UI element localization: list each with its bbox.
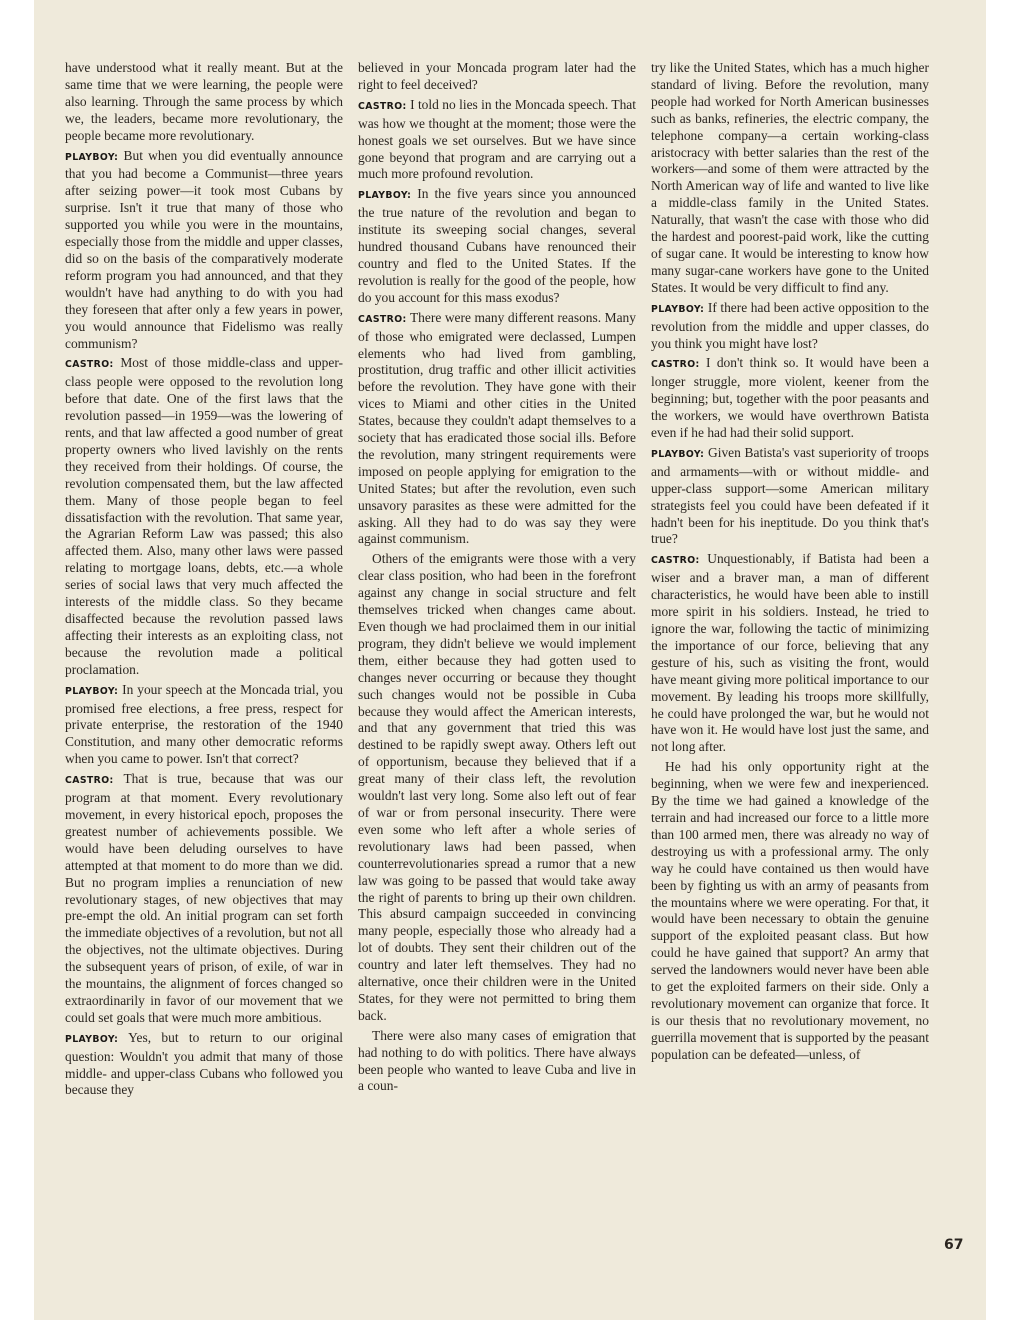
- interview-exchange: [358, 310, 636, 549]
- speaker-label: PLAYBOY:: [651, 448, 705, 460]
- speaker-label: CASTRO:: [65, 359, 114, 371]
- speaker-label: CASTRO:: [358, 100, 407, 112]
- paragraph: [358, 60, 636, 94]
- paragraph: [651, 60, 929, 297]
- paragraph-text: If there had been active opposition to the revolution from the middle and upper classes, do you think you might have lost?: [651, 299, 930, 351]
- paragraph-text: have understood what it really meant. But at the same time that we were learning, the people were also learning. Through the same process by which we, the leaders, became more revolutionary, the people became more revolutionary.: [65, 60, 343, 143]
- speaker-label: PLAYBOY:: [65, 151, 119, 163]
- text-column-1: [65, 60, 343, 1102]
- speaker-label: CASTRO:: [65, 775, 114, 787]
- paragraph-text: Given Batista's vast superiority of troops and armaments—with or without middle- and upper-class support—some American military strategists feel you could have been defeated if it hadn't been for his ineptitude. Do you think that's true?: [651, 444, 930, 547]
- interview-exchange: [65, 682, 343, 769]
- paragraph-text: Yes, but to return to our original question: Wouldn't you admit that many of those middle- and upper-class Cubans who followed you because they: [65, 1029, 343, 1098]
- magazine-page: [34, 0, 986, 1320]
- paragraph: [358, 1028, 636, 1096]
- paragraph-text: Others of the emigrants were those with a very clear class position, who had been in the forefront against any change in social structure and felt themselves tricked when changes came about. Even though we had proclaimed them in our initial program, they didn't believe we would implement them, either because they had gotten used to changes never occurring or because they thought such changes would not be possible in Cuba because they would affect the American interests, and that any government that tried this was destined to be rapidly swept away. Others left out of opportunism, because they believed that if a great many of their class left, the revolution wouldn't last very long. Some also left out of fear of war or from personal insecurity. There were even some who left after a whole series of revolutionary laws had been passed, when counterrevolutionaries spread a rumor that a new law was going to be passed that would take away the right of parents to bring up their own children. This absurd campaign succeeded in convincing many people, especially those who already had a lot of doubts. They sent their children out of the country and later left themselves. They had no alternative, once their children were in the United States, for they were not permitted to bring them back.: [358, 551, 636, 1023]
- paragraph-text: There were many different reasons. Many of those who emigrated were declassed, Lumpen elements who had lived from gambling, prostitution, drug traffic and other illicit activities before the revolution. They have gone with their vices to Miami and other cities in the United States, because they couldn't adapt themselves to a society that has eradicated those social ills. Before the revolution, many stringent requirements were imposed on people applying for emigration to the United States; but after the revolution, even such unsavory parasites as these were admitted for the asking. All they had to do was say they were against communism.: [358, 309, 636, 547]
- paragraph-text: I don't think so. It would have been a longer struggle, more violent, keener from the beginning; but, together with the poor peasants and the workers, we would have overthrown Batista even if he had had their solid support.: [651, 355, 930, 441]
- speaker-label: CASTRO:: [651, 555, 700, 567]
- interview-exchange: [651, 300, 929, 353]
- text-column-2: [358, 60, 636, 1098]
- interview-exchange: [65, 148, 343, 353]
- page-number: 67: [944, 1237, 964, 1253]
- speaker-label: PLAYBOY:: [65, 685, 119, 697]
- interview-exchange: [358, 186, 636, 306]
- paragraph-text: That is true, because that was our program at that moment. Every revolutionary movement, in every historical epoch, proposes the greatest number of achievements possible. We would have been deluding ourselves to have attempted at that moment to do more than we did. But no program implies a renunciation of new revolutionary stages, of new objectives that may pre-empt the old. An initial program can set forth the immediate objectives of a revolution, but not all the objectives, not the ultimate objectives. During the subsequent years of prison, of exile, of war in the mountains, the alignment of forces changed so extraordinarily in favor of our movement that we could set goals that were much more ambitious.: [65, 771, 344, 1025]
- paragraph-text: He had his only opportunity right at the beginning, when we were few and inexperienced. By the time we had gained a knowledge of the terrain and had increased our force to a little more than 100 armed men, there was already no way of destroying us with a professional army. The only way he could have contained us then would have been by fighting us with an army of peasants from the mountains where we were operating. For that, it would have been necessary to obtain the genuine support of the exploited peasant class. But how could he have gained that support? An army that served the landowners would never have been able to get the exploited farmers on their side. Only a revolutionary movement can organize that force. It is our thesis that no revolutionary movement, no guerrilla movement that is supported by the peasant population can be defeated—unless, of: [651, 759, 930, 1062]
- paragraph-text: There were also many cases of emigration that had nothing to do with politics. There have always been people who wanted to leave Cuba and live in a coun-: [358, 1027, 636, 1094]
- interview-exchange: [651, 551, 929, 756]
- speaker-label: CASTRO:: [651, 359, 700, 371]
- paragraph-text: Most of those middle-class and upper-class people were opposed to the revolution long before that date. One of the first laws that the revolution passed—in 1959—was the lowering of rents, and that law affected a good number of great property owners who lived lavishly on the rents they received from their holdings. Of course, the revolution compensated them, but the law affected them. Many of those people began to feel dissatisfaction with the revolution. That same year, the Agrarian Reform Law was passed; this also affected them. Also, many other laws were passed relating to mortgage loans, debts, etc.—a whole series of social laws that very much affected the interests of the middle class. So they became disaffected because the revolution passed laws affecting their interests as an exploiting class, not because the revolution made a political proclamation.: [65, 355, 344, 677]
- paragraph: [651, 759, 929, 1063]
- interview-exchange: [65, 771, 343, 1027]
- speaker-label: PLAYBOY:: [358, 190, 412, 202]
- paragraph-text: try like the United States, which has a much higher standard of living. Before the revolution, many people had worked for North American businesses such as banks, refineries, the electric company, the telephone company—a certain working-class aristocracy with better salaries than the rest of the workers—and some of them were attracted by the North American way of life and wanted to live like a middle-class family in the United States. Naturally, that wasn't the case with those who did the hardest and poorest-paid work, like the cutting of sugar cane. It would be interesting to know how many sugar-cane workers have gone to the United States. It would be very difficult to find any.: [651, 60, 929, 295]
- speaker-label: PLAYBOY:: [651, 303, 705, 315]
- interview-exchange: [65, 1030, 343, 1100]
- paragraph-text: In your speech at the Moncada trial, you promised free elections, a free press, respect for private enterprise, the restoration of the 1940 Constitution, and many other democratic reforms when you came to power. Isn't that correct?: [65, 681, 344, 767]
- interview-exchange: [651, 445, 929, 548]
- paragraph-text: But when you did eventually announce that you had become a Communist—three years after seizing power—it took most Cubans by surprise. Isn't it true that many of those who supported you while you were in the mountains, especially those from the middle and upper classes, did so on the basis of the comparatively moderate reform program you had announced, and that they wouldn't have had anything to do with you had they foreseen that after only a few years in power, you would announce that Fidelismo was really communism?: [65, 147, 343, 351]
- paragraph-text: In the five years since you announced the true nature of the revolution and began to institute its sweeping social changes, several hundred thousand Cubans have renounced their country and fled to the United States. If the revolution is really for the good of the people, how do you account for this mass exodus?: [358, 186, 636, 305]
- speaker-label: CASTRO:: [358, 313, 407, 325]
- paragraph-text: I told no lies in the Moncada speech. That was how we thought at the moment; those were the honest goals we set ourselves. But we have since gone beyond that program and are carrying out a much more profound revolution.: [358, 96, 636, 182]
- interview-exchange: [358, 97, 636, 184]
- paragraph: [65, 60, 343, 145]
- speaker-label: PLAYBOY:: [65, 1033, 119, 1045]
- paragraph-text: believed in your Moncada program later had the right to feel deceived?: [358, 60, 636, 92]
- text-column-3: [651, 60, 929, 1067]
- interview-exchange: [651, 355, 929, 442]
- paragraph-text: Unquestionably, if Batista had been a wiser and a braver man, a man of different characteristics, he would have been able to instill more spirit in his soldiers. Instead, he tried to ignore the war, following the tactic of minimizing the importance of our force, believing that any gesture of his, such as visiting the front, would have meant giving more political importance to our movement. By leading his troops more skillfully, he could have prolonged the war, but he would not have won it. He would have lost just the same, and not long after.: [651, 551, 930, 755]
- interview-exchange: [65, 355, 343, 678]
- paragraph: [358, 551, 636, 1024]
